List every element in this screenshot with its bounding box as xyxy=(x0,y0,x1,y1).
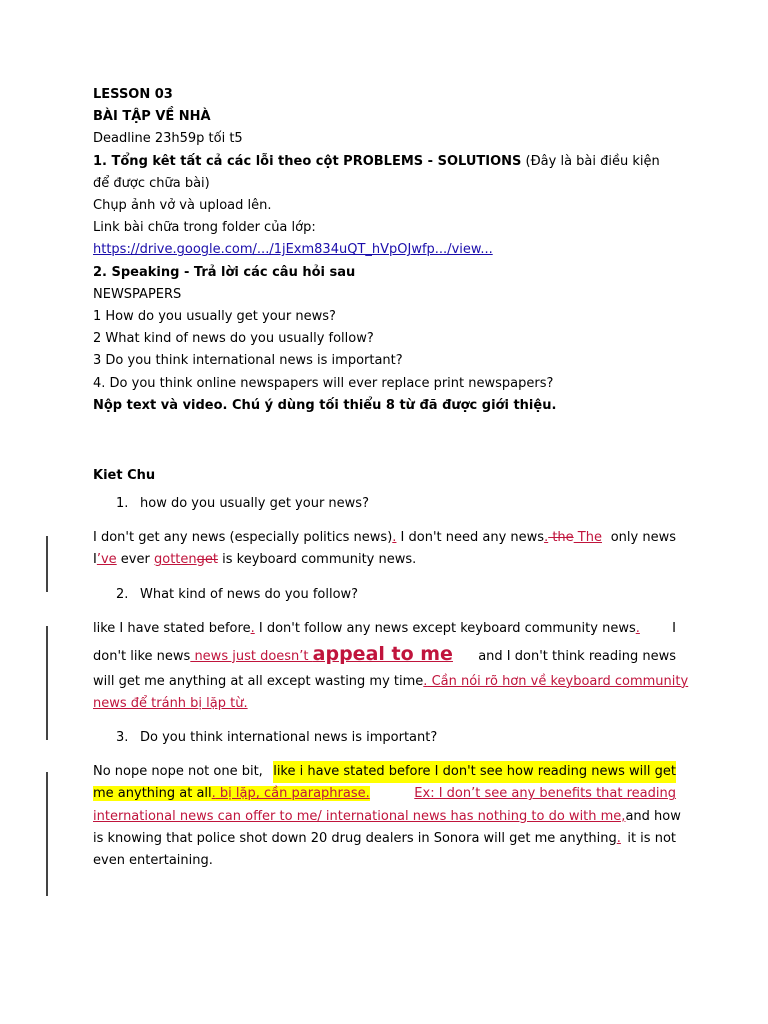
inserted-text: The xyxy=(573,530,602,546)
task-1 xyxy=(93,151,676,173)
teacher-example: Ex: I don’t see any benefits that reading xyxy=(414,786,676,802)
answer-line xyxy=(93,640,676,671)
drive-link[interactable]: https://drive.google.com/.../1jExm834uQT_hVpOJwfp.../view... xyxy=(93,242,493,258)
inserted-period: . xyxy=(616,830,621,846)
answer-line xyxy=(93,761,676,783)
inserted-period: . xyxy=(211,786,216,802)
answer-text: ever xyxy=(116,552,154,568)
deleted-text: the xyxy=(548,530,574,546)
answer-text: I don't need any news xyxy=(396,530,545,546)
inserted-period: . xyxy=(544,530,549,546)
folder-instruction: Link bài chữa trong folder của lớp: xyxy=(93,220,316,236)
question-item: 1 How do you usually get your news? xyxy=(93,309,336,325)
question-number: 1. xyxy=(116,496,129,512)
answer-line xyxy=(93,783,676,805)
highlighted-text: like i have stated before I don't see how reading news will get xyxy=(273,761,676,783)
answer-question xyxy=(93,584,676,606)
answer-text: like I have stated before xyxy=(93,620,251,636)
change-bar xyxy=(46,626,48,740)
answer-line xyxy=(93,806,681,828)
task-1-note: (Đây là bài điều kiện xyxy=(521,153,660,169)
question-text: What kind of news do you follow? xyxy=(140,586,359,602)
lesson-title: LESSON 03 xyxy=(93,87,173,102)
answer-text: is knowing that police shot down 20 drug dealers in Sonora will get me anything xyxy=(93,830,617,846)
answer-line xyxy=(93,671,689,693)
topic: NEWSPAPERS xyxy=(93,286,182,302)
answer-question xyxy=(93,727,676,749)
photo-instruction: Chụp ảnh vở và upload lên. xyxy=(93,198,272,214)
homework-title: BÀI TẬP VỀ NHÀ xyxy=(93,109,211,125)
submit-instruction: Nộp text và video. Chú ý dùng tối thiểu 8 từ đã được giới thiệu. xyxy=(93,397,557,413)
document-page xyxy=(93,84,689,872)
inserted-text: ’ve xyxy=(96,552,117,568)
answer-paragraph xyxy=(93,761,681,872)
answer-text: I xyxy=(672,620,676,636)
answer-line xyxy=(93,618,676,640)
task-1-continued: để được chữa bài) xyxy=(93,175,210,191)
inserted-period: . xyxy=(635,620,640,636)
answer-text: No nope nope not one bit, xyxy=(93,764,263,780)
inserted-text: gotten xyxy=(153,552,197,568)
task-2-title: 2. Speaking - Trả lời các câu hỏi sau xyxy=(93,264,356,280)
change-bar xyxy=(46,772,48,896)
teacher-comment: bị lặp, cần paraphrase. xyxy=(215,786,370,802)
inserted-period: . xyxy=(250,620,255,636)
answer-text: will get me anything at all except wasting my time xyxy=(93,673,424,689)
answer-line: even entertaining. xyxy=(93,853,213,869)
student-name: Kiet Chu xyxy=(93,468,156,484)
highlighted-text: me anything at all xyxy=(93,786,212,802)
inserted-period: . xyxy=(392,530,397,546)
answer-text: and I don't think reading news xyxy=(478,648,676,664)
answer-line xyxy=(93,527,676,549)
teacher-comment: Cần nói rõ hơn về keyboard community xyxy=(427,673,689,689)
task-1-title: 1. Tổng kêt tất cả các lỗi theo cột PROBLEMS - SOLUTIONS xyxy=(93,153,522,169)
question-number: 2. xyxy=(116,586,129,602)
answer-text: I xyxy=(93,552,97,568)
answer-paragraph xyxy=(93,527,676,571)
deadline: Deadline 23h59p tối t5 xyxy=(93,131,243,147)
question-item: 4. Do you think online newspapers will ever replace print newspapers? xyxy=(93,375,554,391)
answer-question xyxy=(93,493,676,515)
deleted-text: get xyxy=(196,552,218,568)
teacher-example: international news can offer to me/ international news has nothing to do with me, xyxy=(93,808,626,824)
teacher-comment: news để tránh bị lặp từ. xyxy=(93,696,248,712)
answer-text: I don't get any news (especially politics news) xyxy=(93,530,393,546)
inserted-text: news just doesn’t xyxy=(190,648,313,664)
answer-line xyxy=(93,549,676,571)
inserted-phrase: appeal to me xyxy=(312,642,453,665)
question-item: 3 Do you think international news is important? xyxy=(93,353,403,369)
question-text: Do you think international news is important? xyxy=(140,730,438,746)
answer-line xyxy=(93,828,676,850)
answer-text: and how xyxy=(625,808,681,824)
inserted-period: . xyxy=(423,673,428,689)
answer-text: it is not xyxy=(627,830,676,846)
answer-text: only news xyxy=(610,530,676,546)
question-item: 2 What kind of news do you usually follow? xyxy=(93,331,374,347)
question-number: 3. xyxy=(116,730,129,746)
answer-text: is keyboard community news. xyxy=(217,552,417,568)
answer-text: I don't follow any news except keyboard community news xyxy=(254,620,636,636)
answer-paragraph xyxy=(93,618,689,716)
answer-text: don't like news xyxy=(93,648,191,664)
question-text: how do you usually get your news? xyxy=(140,496,369,512)
change-bar xyxy=(46,536,48,592)
